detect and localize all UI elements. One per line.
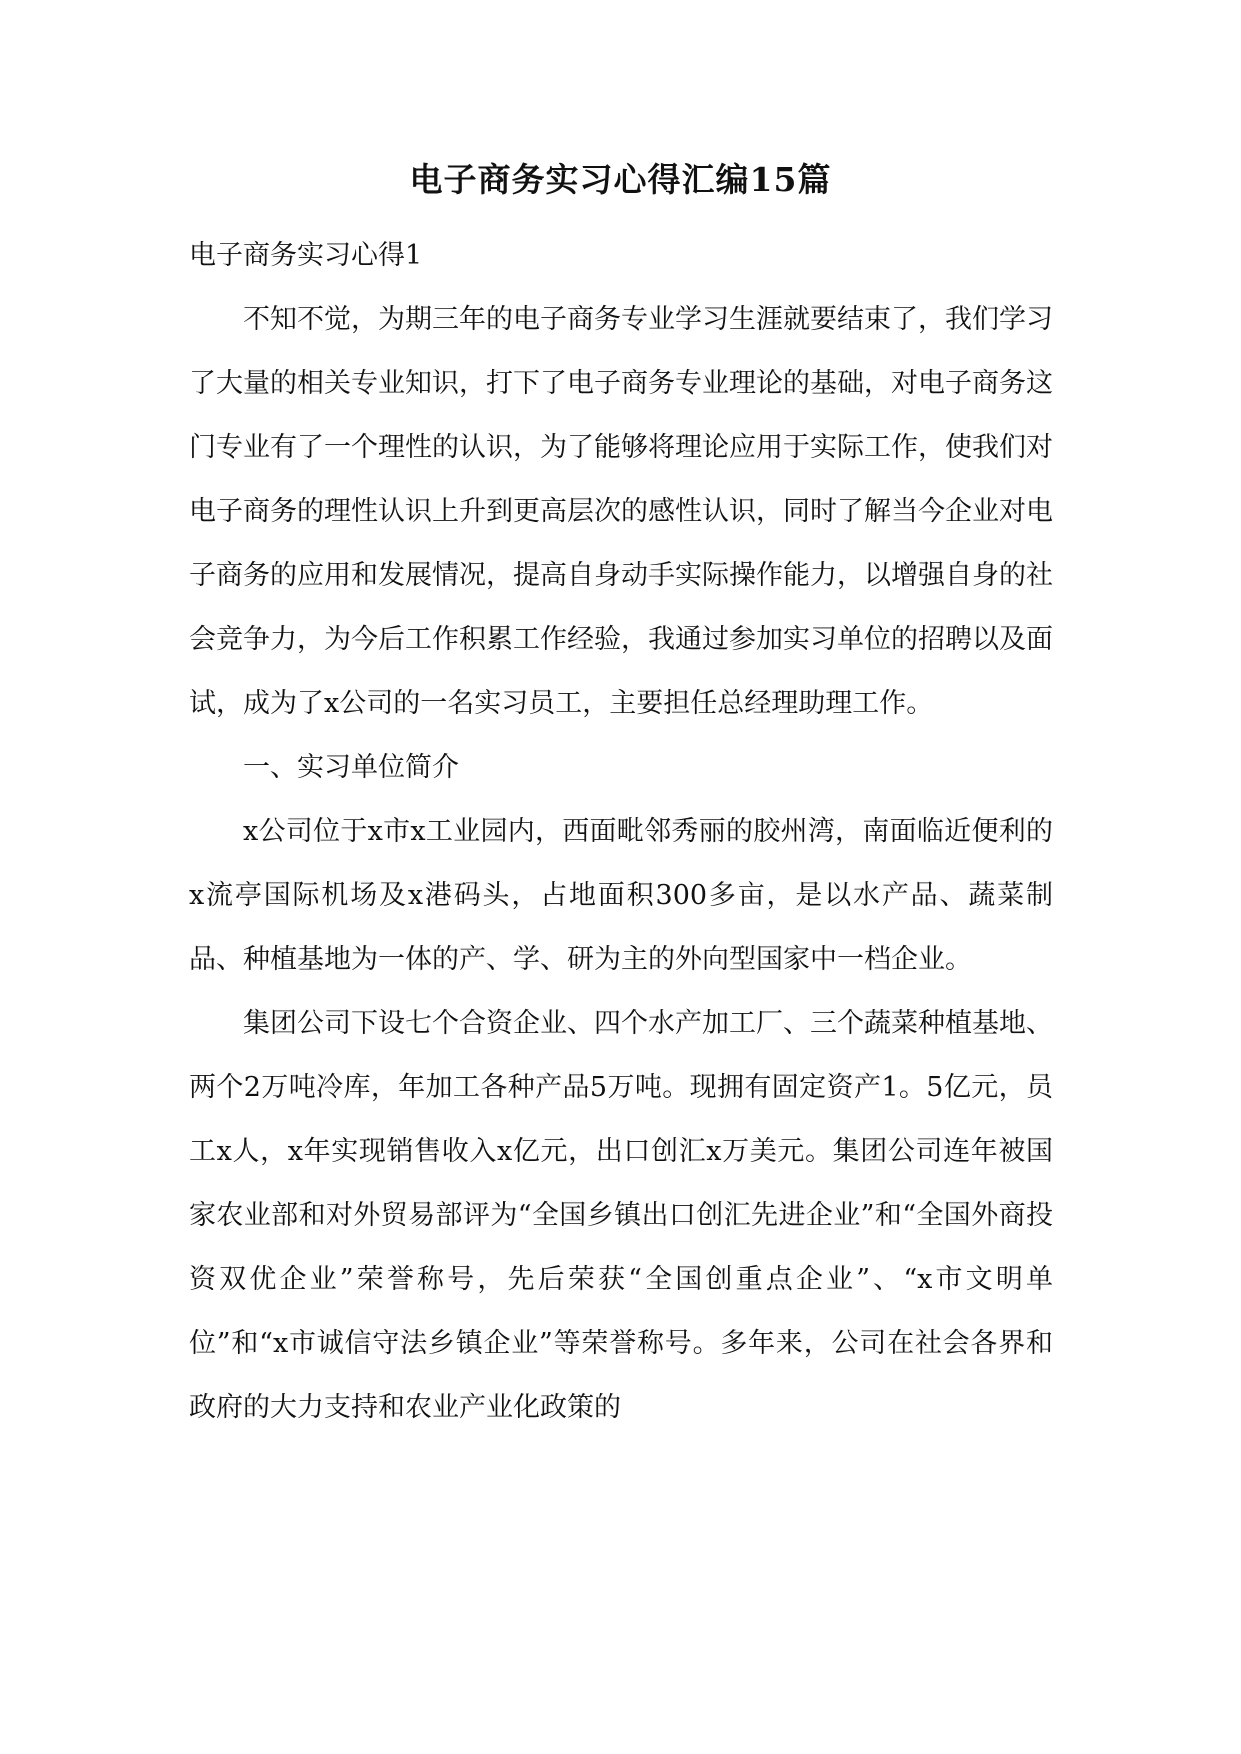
subheading-company-intro: 一、实习单位简介 — [243, 752, 459, 783]
paragraph-intro: 不知不觉，为期三年的电子商务专业学习生涯就要结束了，我们学习了大量的相关专业知识，打下了电子商务专业理论的基础，对电子商务这门专业有了一个理性的认识，为了能够将理论应用于实际工作，使我们对电子商务的理性认识上升到更高层次的感性认识，同时了解当今企业对电子商务的应用和发展情况，提高自身动手实际操作能力，以增强自身的社会竞争力，为今后工作积累工作经验，我通过参加实习单位的招聘以及面试，成为了x公司的一名实习员工，主要担任总经理助理工作。 — [189, 304, 1053, 719]
paragraph-company-location: x公司位于x市x工业园内，西面毗邻秀丽的胶州湾，南面临近便利的x流亭国际机场及x港码头，占地面积300多亩，是以水产品、蔬菜制品、种植基地为一体的产、学、研为主的外向型国家中一档企业。 — [189, 816, 1053, 975]
document-body — [189, 224, 1053, 1440]
section-heading: 电子商务实习心得1 — [189, 240, 423, 271]
document-title: 电子商务实习心得汇编15篇 — [409, 160, 832, 199]
paragraph-company-group: 集团公司下设七个合资企业、四个水产加工厂、三个蔬菜种植基地、两个2万吨冷库，年加工各种产品5万吨。现拥有固定资产1。5亿元，员工x人，x年实现销售收入x亿元，出口创汇x万美元。集团公司连年被国家农业部和对外贸易部评为“全国乡镇出口创汇先进企业”和“全国外商投资双优企业”荣誉称号，先后荣获“全国创重点企业”、“x市文明单位”和“x市诚信守法乡镇企业”等荣誉称号。多年来，公司在社会各界和政府的大力支持和农业产业化政策的 — [189, 1008, 1053, 1423]
